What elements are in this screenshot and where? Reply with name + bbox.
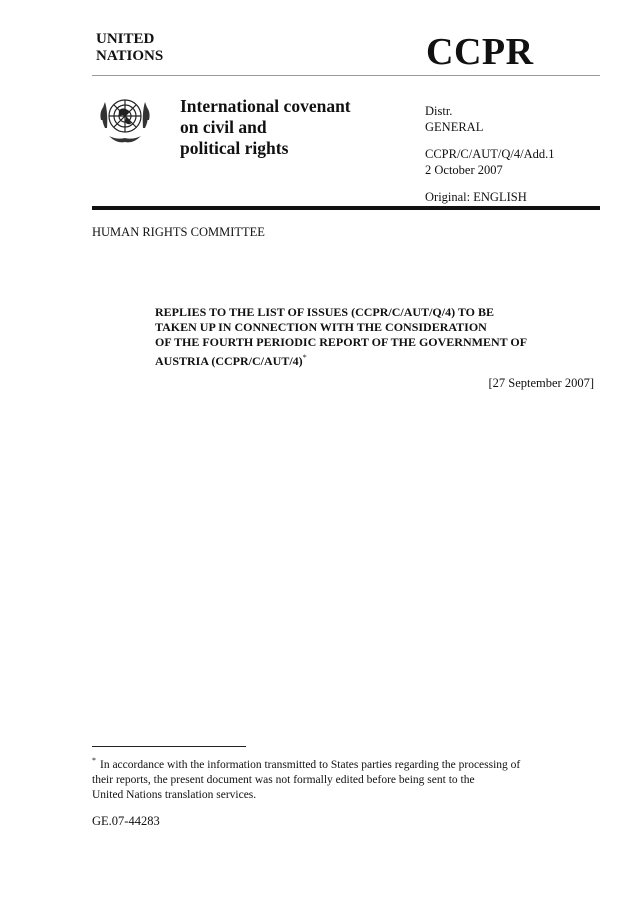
document-series-symbol: CCPR [426,31,534,73]
footnote-line2: their reports, the present document was not formally edited before being sent to the [92,774,475,786]
organization-name-line1: UNITED [96,31,155,47]
footnote-reference-marker: * [302,353,307,362]
document-title-line3: OF THE FOURTH PERIODIC REPORT OF THE GOVERNMENT OF [155,335,528,349]
document-title-line2: TAKEN UP IN CONNECTION WITH THE CONSIDERATION [155,320,487,334]
footnote-line1 [92,753,592,773]
footnote-separator [92,746,246,747]
document-title [155,305,595,369]
distribution-value: GENERAL [425,120,484,134]
footnote-line1-text: In accordance with the information transmitted to States parties regarding the processing of [100,759,521,771]
footnote [92,753,592,803]
un-emblem-icon [95,88,155,148]
submission-date: [27 September 2007] [488,376,594,390]
committee-name: HUMAN RIGHTS COMMITTEE [92,225,265,239]
header-thick-rule [92,206,600,210]
document-title-line4 [155,350,595,369]
covenant-title-line1: International covenant [180,96,351,116]
document-title-line4-text: AUSTRIA (CCPR/C/AUT/4) [155,354,303,368]
document-date: 2 October 2007 [425,163,503,177]
document-reference [425,146,555,178]
covenant-title [180,96,351,159]
organization-name-line2: NATIONS [96,48,164,64]
distribution-block [425,103,483,135]
ge-code: GE.07-44283 [92,814,160,828]
footnote-line3: United Nations translation services. [92,789,257,801]
organization-name [96,31,163,65]
covenant-title-line2: on civil and [180,117,267,137]
footnote-marker: * [92,756,96,765]
covenant-title-line3: political rights [180,138,289,158]
document-symbol: CCPR/C/AUT/Q/4/Add.1 [425,147,555,161]
header-rule [92,75,600,76]
document-title-line1: REPLIES TO THE LIST OF ISSUES (CCPR/C/AUT/Q/4) TO BE [155,305,494,319]
original-language: Original: ENGLISH [425,190,527,204]
distribution-label: Distr. [425,104,453,118]
